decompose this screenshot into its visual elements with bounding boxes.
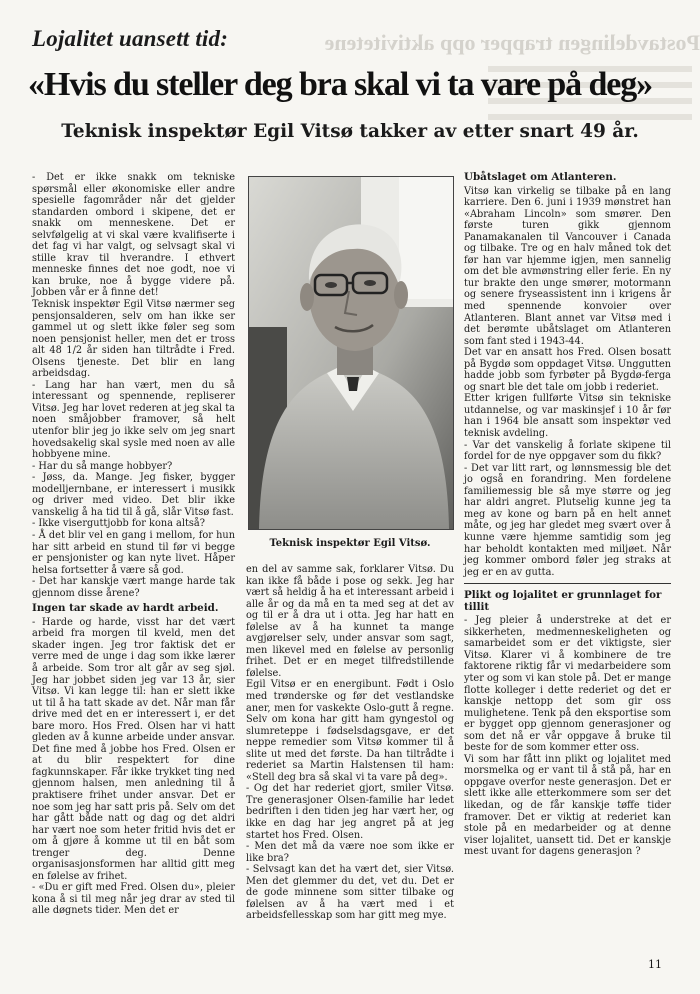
paragraph: Vi som har fått inn plikt og lojalitet med morsmelka og er vant til å stå på, har en oppgave overfor neste generasjon. Det er slett ikke alle etterkommere som ser det likedan, og de får kanskje tøffe tider framover. Det er viktig at rederiet kan stole på en medarbeider og at denne viser lojalitet, uansett tid. Det er kanskje mest uvant for dagens generasjon ? — [464, 753, 671, 858]
paragraph: - Men det må da være noe som ikke er like bra? — [246, 841, 454, 864]
bleed-through-headline: Postavdelingen trapper opp aktivitetene — [324, 30, 700, 55]
bleed-through-line — [488, 114, 692, 120]
paragraph: - «Du er gift med Fred. Olsen du», pleier kona å si til meg når jeg drar av sted til alle døgnets tider. Men det er — [32, 882, 235, 917]
portrait-photo-image — [249, 177, 453, 529]
portrait-photo — [248, 176, 454, 530]
section-heading: Ingen tar skade av hardt arbeid. — [32, 602, 219, 615]
section-heading: Plikt og lojalitet er grunnlaget for tillit — [464, 589, 662, 613]
paragraph: - Var det vanskelig å forlate skipene til fordel for de nye oppgaver som du fikk? — [464, 439, 671, 463]
article-column-1 — [32, 172, 235, 917]
paragraph: Etter krigen fullførte Vitsø sin tekniske utdannelse, og var maskinsjef i 10 år før han i 1964 ble ansatt som inspektør ved teknisk avdeling. — [464, 393, 671, 440]
paragraph: - Har du så mange hobbyer? — [32, 460, 173, 472]
headline: «Hvis du steller deg bra skal vi ta vare på deg» — [28, 66, 653, 103]
subheadline: Teknisk inspektør Egil Vitsø takker av etter snart 49 år. — [61, 121, 639, 142]
article-column-2 — [246, 564, 454, 922]
kicker: Lojalitet uansett tid: — [32, 26, 229, 51]
paragraph: Det var en ansatt hos Fred. Olsen bosatt på Bygdø som oppdaget Vitsø. Unggutten hadde jobb som fyrbøter på Bygdø-ferga og snart ble det tale om jobb i rederiet. — [464, 347, 671, 393]
paragraph: - Jeg pleier å understreke at det er sikkerheten, medmenneskeligheten og samarbeidet som er det viktigste, sier Vitsø. Klarer vi å kombinere de tre faktorene riktig får vi medarbeidere som yter og som vi kan stole på. Det er mange flotte kolleger i dette rederiet og det er kanskje nettopp det som gir oss mulighetene. Tenk på den eksportise som er bygget opp gjennom generasjoner og som det nå er vår oppgave å bruke til beste for de som kommer etter oss. — [464, 615, 671, 754]
paragraph: - Å det blir vel en gang i mellom, for hun har sitt arbeid en stund til før vi begge er pensjonister og kan nyte livet. Håper helsa fortsetter å være så god. — [32, 529, 235, 576]
page-number: 11 — [648, 958, 662, 971]
photo-caption: Teknisk inspektør Egil Vitsø. — [269, 538, 431, 549]
paragraph: Egil Vitsø er en energibunt. Født i Oslo med trønderske og før det vestlandske aner, men for vaskekte Oslo-gutt å regne. Selv om kona har gitt ham gyngestol og slumreteppe i fødselsdagsgave, er det neppe remedier som Vitsø kommer til å slite ut med det første. Da han tiltrådte i rederiet sa Martin Halstensen til ham: «Stell deg bra så skal vi ta vare på deg». — [246, 679, 454, 783]
paragraph: - Det har kanskje vært mange harde tak gjennom disse årene? — [32, 576, 235, 599]
paragraph: - Det er ikke snakk om tekniske spørsmål eller økonomiske eller andre spesielle fagområder når det gjelder standarden ombord i skipene, det er snakk om menneskene. Det er selvfølgelig at vi skal være kvalifiserte i det fag vi har valgt, og selvsagt skal vi stille krav til hverandre. I ethvert menneske finnes det noe godt, noe vi kan bruke, noe å bygge videre på. Jobben vår er å finne det! — [32, 172, 235, 299]
section-heading: Ubåtslaget om Atlanteren. — [464, 171, 617, 183]
section-divider — [464, 583, 671, 584]
paragraph: Teknisk inspektør Egil Vitsø nærmer seg pensjonsalderen, selv om han ikke ser gammel ut og slett ikke føler seg som noen pensjonist heller, men det er tross alt 48 1/2 år siden han tiltrådte i Fred. Olsens tjeneste. Det blir en lang arbeidsdag. — [32, 299, 235, 380]
paragraph: - Harde og harde, visst har det vært arbeid fra morgen til kveld, men det skader ingen. Jeg tror faktisk det er verre med de unge i dag som ikke lærer å arbeide. Som tror alt går av seg sjøl. Jeg har jobbet siden jeg var 13 år, sier Vitsø. Vi kan legge til: han er slett ikke ut til å ha tatt skade av det. Når man får drive med det en er interessert i, er det bare moro. Hos Fred. Olsen har vi hatt gleden av å kunne arbeide under ansvar. Det fine med å jobbe hos Fred. Olsen er at du blir respektert for dine fagkunnskaper. Får ikke trykket ting ned gjennom halsen, men anledning til å praktisere frihet under ansvar. Det er noe som jeg har satt pris på. Selv om det har gått både natt og dag og det aldri har vært noe som heter fritid hvis det er om å gjøre å komme ut til en båt som trenger deg. Denne organisasjonsformen har alltid gitt meg en følelse av frihet. — [32, 616, 235, 882]
paragraph: - Det var litt rart, og lønnsmessig ble det jo også en forandring. Men fordelene familiemessig ble så mye større og jeg har aldri angret. Plutselig kunne jeg ta meg av kone og barn på en helt annet måte, og jeg har gledet meg svært over å kunne være hjemme samtidig som jeg har beholdt kontakten med miljøet. Når jeg kommer ombord føler jeg straks at jeg er en av gutta. — [464, 462, 671, 578]
paragraph: Vitsø kan virkelig se tilbake på en lang karriere. Den 6. juni i 1939 mønstret han «Abraham Lincoln» som smører. Den første turen gikk gjennom Panamakanalen til Vancouver i Canada og tilbake. Tre og en halv måned tok det før han var hjemme igjen, men sannelig om det ble avmønstring eller ferie. En ny tur brakte den unge smører, motormann og senere fryseassistent inn i krigens år med spennende konvoier over Atlanteren. Blant annet var Vitsø med i det berømte ubåtslaget om Atlanteren som fant sted i 1943-44. — [464, 185, 671, 347]
paragraph: - Selvsagt kan det ha vært det, sier Vitsø. Men det glemmer du det, vet du. Det er de gode minnene som sitter tilbake og følelsen av å ha vært med i et arbeidsfellesskap som har gitt meg mye. — [246, 864, 454, 922]
paragraph: - Lang har han vært, men du så interessant og spennende, repliserer Vitsø. Jeg har lovet rederen at jeg skal ta noen småjobber framover, så helt utenfor blir jeg jo ikke selv om jeg snart hovedsakelig skal sysle med noen av alle hobbyene mine. — [32, 379, 235, 461]
paragraph: - Og det har rederiet gjort, smiler Vitsø. Tre generasjoner Olsen-familie har ledet bedriften i den tiden jeg har vært her, og ikke en dag har jeg angret på at jeg startet hos Fred. Olsen. — [246, 783, 454, 841]
paragraph: en del av samme sak, forklarer Vitsø. Du kan ikke få både i pose og sekk. Jeg har vært så heldig å ha et interessant arbeid i alle år og da må en ta med seg at det av og til er å dra ut i otta. Jeg har hatt en følelse av å ha kunnet ta mange avgjørelser selv, under ansvar som sagt, men likevel med en følelse av personlig frihet. Det er en meget tilfredstillende følelse. — [246, 564, 454, 679]
article-column-3 — [464, 168, 671, 858]
paragraph: - Jøss, da. Mange. Jeg fisker, bygger modelljernbane, er interessert i musikk og driver med video. Det blir ikke vanskelig å ha tid til å gå, slår Vitsø fast. — [32, 472, 235, 518]
paragraph: - Ikke viserguttjobb for kona altså? — [32, 518, 205, 530]
